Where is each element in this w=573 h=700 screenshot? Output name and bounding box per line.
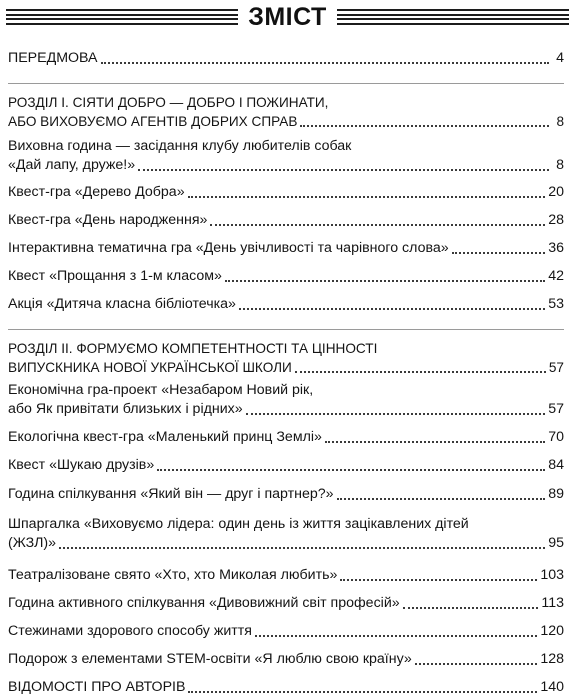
toc-entry <box>8 211 564 230</box>
toc-entry-line <box>8 534 564 553</box>
toc-entry-line <box>8 211 564 230</box>
toc-entry-line <box>8 381 564 400</box>
toc-entry-title: Квест-гра «Дерево Добра» <box>8 184 185 200</box>
toc-entry <box>8 267 564 286</box>
toc-entry-line <box>8 400 564 419</box>
toc-entry-title: АБО ВИХОВУЄМО АГЕНТІВ ДОБРИХ СПРАВ <box>8 114 298 129</box>
page-number: 36 <box>548 240 564 256</box>
toc-entry-title: Виховна година — засідання клубу любителів собак <box>8 138 352 154</box>
dot-leader <box>295 370 546 373</box>
toc-entry-line <box>8 183 564 202</box>
dot-leader <box>255 634 537 637</box>
toc-entry-line <box>8 456 564 475</box>
toc-entry <box>8 485 564 504</box>
page-number: 95 <box>548 535 564 551</box>
toc-entry-title: Шпаргалка «Виховуємо лідера: один день із життя зацікавлених дітей <box>8 516 469 532</box>
toc-entry-title: Екологічна квест-гра «Маленький принц Землі» <box>8 429 322 445</box>
page-number: 20 <box>548 184 564 200</box>
toc-entry-line <box>8 594 564 613</box>
toc-entry <box>8 137 564 175</box>
toc-entry-line <box>8 267 564 286</box>
toc-entry-title: Економічна гра-проект «Незабаром Новий рік, <box>8 382 314 398</box>
toc-entry-line <box>8 358 564 377</box>
toc-entry-title: (ЖЗЛ)» <box>8 535 57 551</box>
dot-leader <box>300 124 549 127</box>
toc-entry-title: ПЕРЕДМОВА <box>8 50 98 66</box>
page-number: 113 <box>541 595 564 611</box>
toc-entry <box>8 428 564 447</box>
toc-entry-line <box>8 137 564 156</box>
toc-entry <box>8 650 564 669</box>
toc-entry <box>8 49 564 68</box>
dot-leader <box>101 61 549 64</box>
toc-entry-line <box>8 295 564 314</box>
page-number: 8 <box>556 157 564 173</box>
toc-entry-title: або Як привітати близьких і рідних» <box>8 401 243 417</box>
page-number: 89 <box>548 486 564 502</box>
toc-entry <box>8 566 564 585</box>
toc-entry <box>8 183 564 202</box>
toc-entry <box>8 678 564 697</box>
dot-leader <box>403 606 539 609</box>
toc-entry-line <box>8 428 564 447</box>
toc-entry-title: ВІДОМОСТІ ПРО АВТОРІВ <box>8 679 186 695</box>
dot-leader <box>452 251 546 254</box>
page-number: 84 <box>548 457 564 473</box>
dot-leader <box>157 468 545 471</box>
dot-leader <box>337 497 546 500</box>
toc-entry <box>8 515 564 553</box>
toc-entry-title: Квест «Прощання з 1-м класом» <box>8 268 222 284</box>
toc-entry <box>8 594 564 613</box>
toc-entry-line <box>8 566 564 585</box>
dot-leader <box>246 412 546 415</box>
page-number: 140 <box>540 679 564 695</box>
section-divider <box>8 83 564 84</box>
toc-entry-line <box>8 485 564 504</box>
page-number: 42 <box>548 268 564 284</box>
dot-leader <box>225 279 545 282</box>
toc-entry-title: Квест «Шукаю друзів» <box>8 457 155 473</box>
page-number: 8 <box>556 114 564 129</box>
dot-leader <box>138 168 549 171</box>
toc-entry-title: Акція «Дитяча класна бібліотечка» <box>8 296 236 312</box>
page-number: 103 <box>540 567 564 583</box>
page-number: 70 <box>548 429 564 445</box>
toc-entry-line <box>8 515 564 534</box>
toc-entry-title: ВИПУСКНИКА НОВОЇ УКРАЇНСЬКОЇ ШКОЛИ <box>8 360 292 375</box>
toc-entry-line <box>8 239 564 258</box>
toc-entry <box>8 295 564 314</box>
page-number: 120 <box>540 623 564 639</box>
page-title: ЗМІСТ <box>248 2 327 31</box>
toc-entry-line <box>8 112 564 131</box>
toc-entry <box>8 381 564 419</box>
toc-entry <box>8 456 564 475</box>
toc-entry-title: Година спілкування «Який він — друг і партнер?» <box>8 486 334 502</box>
dot-leader <box>59 546 545 549</box>
toc-entry-line <box>8 339 564 358</box>
toc-section-entry <box>8 339 564 377</box>
toc-entry-line <box>8 622 564 641</box>
dot-leader <box>210 223 545 226</box>
toc-entry-title: РОЗДІЛ ІІ. ФОРМУЄМО КОМПЕТЕНТНОСТІ ТА ЦІННОСТІ <box>8 341 378 356</box>
toc-entry-title: «Дай лапу, друже!» <box>8 157 136 173</box>
toc-entry-line <box>8 93 564 112</box>
dot-leader <box>188 690 537 693</box>
toc-entry-title: Подорож з елементами STEM-освіти «Я люблю свою країну» <box>8 651 412 667</box>
dot-leader <box>340 578 537 581</box>
page-number: 28 <box>548 212 564 228</box>
toc-entry-line <box>8 49 564 68</box>
page-number: 57 <box>548 401 564 417</box>
toc-entry-title: Театралізоване свято «Хто, хто Миколая любить» <box>8 567 338 583</box>
toc-section-entry <box>8 93 564 131</box>
toc-entry <box>8 239 564 258</box>
page-number: 53 <box>548 296 564 312</box>
page-number: 4 <box>556 50 564 66</box>
dot-leader <box>188 195 546 198</box>
page-number: 128 <box>540 651 564 667</box>
toc-entry <box>8 622 564 641</box>
toc-entry-line <box>8 156 564 175</box>
toc-entry-title: Квест-гра «День народження» <box>8 212 208 228</box>
toc-entry-title: Стежинами здорового способу життя <box>8 623 252 639</box>
dot-leader <box>239 307 545 310</box>
toc-entry-title: Інтерактивна тематична гра «День увічливості та чарівного слова» <box>8 240 449 256</box>
toc-entry-title: Година активного спілкування «Дивовижний світ професій» <box>8 595 400 611</box>
page-number: 57 <box>548 360 564 375</box>
dot-leader <box>325 440 545 443</box>
toc-entry-title: РОЗДІЛ І. СІЯТИ ДОБРО — ДОБРО І ПОЖИНАТИ, <box>8 95 329 110</box>
section-divider <box>8 329 564 330</box>
dot-leader <box>415 662 538 665</box>
toc-entry-line <box>8 678 564 697</box>
toc-entry-line <box>8 650 564 669</box>
